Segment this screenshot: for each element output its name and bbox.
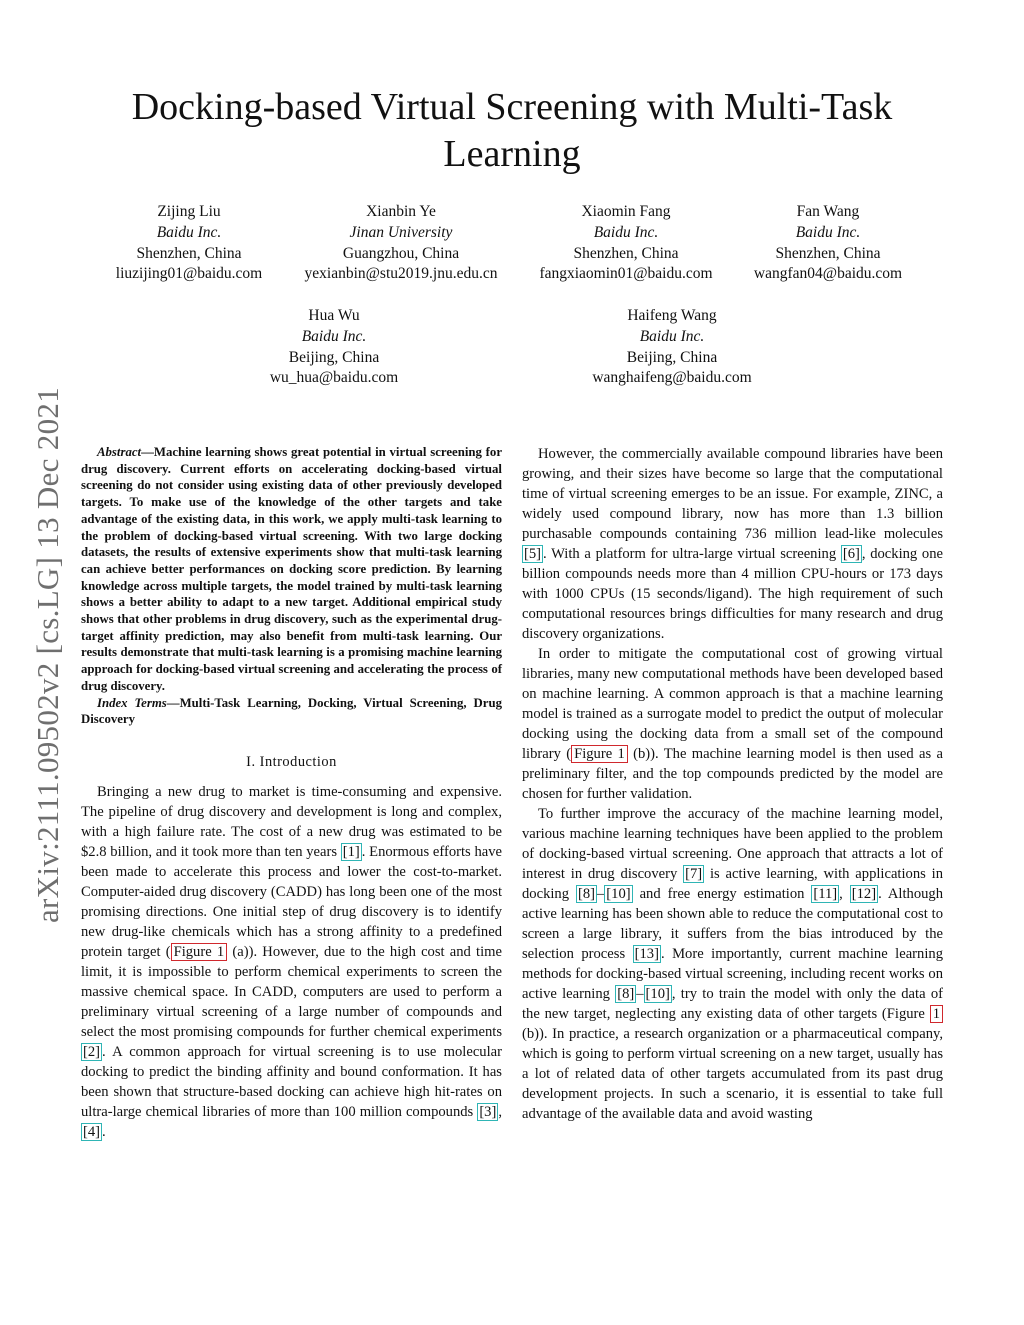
- right-paragraph-2: [522, 644, 943, 804]
- author-block-xianbin-ye: [305, 202, 498, 285]
- text-run: –: [597, 886, 605, 902]
- author-location: Beijing, China: [626, 348, 718, 366]
- author-email: wangfan04@baidu.com: [753, 265, 903, 283]
- text-run: . More importantly, current machine learning methods for docking-based virtual screening, including recent works on active learning: [522, 946, 943, 1002]
- author-block-xiaomin-fang: [539, 202, 712, 285]
- paper-title: Docking-based Virtual Screening with Multi-Task Learning: [131, 86, 893, 175]
- citation-link[interactable]: [6]: [842, 546, 860, 562]
- citation-link[interactable]: [13]: [634, 946, 659, 962]
- author-location: Beijing, China: [288, 348, 380, 366]
- citation-link[interactable]: [10]: [645, 986, 670, 1002]
- figure-link[interactable]: 1: [930, 1005, 943, 1023]
- author-name: Hua Wu: [308, 307, 360, 324]
- author-name: Haifeng Wang: [627, 307, 717, 324]
- author-affiliation: Baidu Inc.: [301, 327, 367, 345]
- text-run: and free energy estimation: [632, 886, 812, 902]
- citation-link[interactable]: [3]: [479, 1103, 497, 1120]
- author-location: Shenzhen, China: [573, 244, 679, 262]
- citation-link[interactable]: [8]: [617, 986, 635, 1002]
- author-email: fangxiaomin01@baidu.com: [539, 265, 713, 283]
- author-email: yexianbin@stu2019.jnu.edu.cn: [304, 265, 498, 283]
- author-name: Zijing Liu: [157, 203, 221, 220]
- right-paragraph-3: [522, 804, 943, 1124]
- author-email: wanghaifeng@baidu.com: [592, 369, 752, 387]
- citation-link[interactable]: [2]: [83, 1043, 101, 1060]
- figure-link[interactable]: Figure 1: [171, 943, 228, 961]
- text-run: . A common approach for virtual screening is to use molecular docking to predict the binding affinity and bound conformation. It has been shown that structure-based docking can achieve high hit-rates on ultra-large chemical libraries of more than 100 million compounds: [81, 1043, 502, 1120]
- author-name: Fan Wang: [796, 203, 860, 220]
- text-run: , try to train the model with only the data of the new target, neglecting any existing data of other targets (Figure: [522, 986, 943, 1022]
- author-block-haifeng-wang: [592, 306, 751, 389]
- right-column: [522, 444, 943, 1124]
- text-run: , docking one billion compounds needs more than 4 million CPU-hours or 173 days with 1000 CPUs (15 seconds/ligand). The high requirement of such computational resources brings difficulties for many research and drug discovery organizations.: [522, 546, 943, 642]
- citation-link[interactable]: [11]: [813, 886, 838, 902]
- text-run: (b)). In practice, a research organization or a pharmaceutical company, which is going to perform virtual screening on a new target, usually has a lot of related data of other targets accumulated from its past drug development projects. In such a scenario, it is essential to take full advantage of the available data and avoid wasting: [522, 1026, 943, 1122]
- author-block-fan-wang: [754, 202, 902, 285]
- index-terms-label: Index Terms: [97, 695, 167, 710]
- citation-link[interactable]: [7]: [685, 866, 703, 882]
- section-heading-introduction: I. Introduction: [246, 753, 337, 770]
- author-name: Xiaomin Fang: [581, 203, 671, 220]
- right-paragraph-1: [522, 444, 943, 644]
- text-run: . Although active learning has been shown able to reduce the computational cost to screen a large library, it suffers from the bias introduced by the selection process: [522, 886, 944, 962]
- author-location: Shenzhen, China: [136, 244, 242, 262]
- citation-link[interactable]: [8]: [577, 886, 595, 902]
- arxiv-identifier: arXiv:2111.09502v2 [cs.LG] 13 Dec 2021: [30, 387, 65, 923]
- text-run: .: [102, 1123, 106, 1140]
- author-affiliation: Baidu Inc.: [156, 223, 222, 241]
- text-run: is active learning, with applications in docking: [522, 866, 943, 902]
- citation-link[interactable]: [10]: [606, 886, 631, 902]
- author-email: liuzijing01@baidu.com: [115, 265, 263, 283]
- abstract: [81, 444, 502, 695]
- author-block-zijing-liu: [116, 202, 262, 285]
- author-block-hua-wu: [270, 306, 398, 389]
- abstract-label: Abstract: [97, 445, 142, 459]
- author-affiliation: Baidu Inc.: [593, 223, 659, 241]
- author-affiliation: Baidu Inc.: [795, 223, 861, 241]
- citation-link[interactable]: [1]: [342, 843, 360, 860]
- author-affiliation: Baidu Inc.: [639, 327, 705, 345]
- author-location: Shenzhen, China: [775, 244, 881, 262]
- index-terms: [81, 695, 502, 728]
- citation-link[interactable]: [5]: [524, 546, 542, 562]
- text-run: ,: [498, 1103, 502, 1120]
- author-name: Xianbin Ye: [366, 203, 436, 220]
- intro-paragraph-1: [81, 782, 502, 1142]
- text-run: –: [636, 986, 644, 1002]
- author-location: Guangzhou, China: [342, 244, 460, 262]
- text-run: (a)). However, due to the high cost and time limit, it is impossible to perform chemical experiments to screen the massive chemical space. In CADD, computers are used to perform a preliminary virtual screening of a large number of compounds and select the most promising compounds for further chemical experiments: [81, 943, 502, 1040]
- abstract-text: —Machine learning shows great potential in virtual screening for drug discovery. Current efforts on accelerating docking-based virtual screening do not consider using existing data of other previously developed targets. To make use of the knowledge of the other targets and take advantage of the existing data, in this work, we apply multi-task learning to the problem of docking-based virtual screening. With two large docking datasets, the results of extensive experiments show that multi-task learning can achieve better performances on docking score prediction. By learning knowledge across multiple targets, the model trained by multi-task learning shows a better ability to adapt to a new target. Additional empirical study shows that other problems in drug discovery, such as the experimental drug-target affinity prediction, may also benefit from multi-task learning. Our results demonstrate that multi-task learning is a promising machine learning approach for docking-based virtual screening and accelerating the process of drug discovery.: [81, 445, 502, 693]
- citation-link[interactable]: [12]: [851, 886, 877, 902]
- text-run: (b)). The machine learning model is then used as a preliminary filter, and the top compounds predicted by the model are chosen for further validation.: [522, 746, 943, 802]
- text-run: To further improve the accuracy of the machine learning model, various machine learning techniques have been applied to the problem of docking-based virtual screening. One approach that attracts a lot of interest in drug discovery: [522, 806, 943, 882]
- text-run: However, the commercially available compound libraries have been growing, and their sizes have become so large that the computational time of virtual screening emerges to be an issue. For example, ZINC, a widely used compound library, now has more than 1.3 billion purchasable compounds containing 736 million lead-like molecules: [522, 446, 943, 542]
- figure-link[interactable]: Figure 1: [571, 745, 628, 763]
- citation-link[interactable]: [4]: [83, 1123, 101, 1140]
- text-run: ,: [839, 886, 850, 902]
- text-run: Bringing a new drug to market is time-consuming and expensive. The pipeline of drug discovery and development is long and complex, with a high failure rate. The cost of a new drug was estimated to be $2.8 billion, and it took more than ten years: [81, 783, 502, 860]
- text-run: . With a platform for ultra-large virtual screening: [543, 546, 841, 562]
- author-email: wu_hua@baidu.com: [269, 369, 399, 387]
- index-terms-text: —Multi-Task Learning, Docking, Virtual Screening, Drug Discovery: [81, 695, 502, 727]
- text-run: In order to mitigate the computational cost of growing virtual libraries, many new computational methods have been developed based on machine learning. A common approach is that a machine learning model is trained as a surrogate model to predict the output of molecular docking using the docking data from a small set of the compound library (: [522, 646, 943, 762]
- author-affiliation: Jinan University: [349, 223, 453, 241]
- left-column: [81, 444, 502, 1142]
- text-run: . Enormous efforts have been made to accelerate this process and lower the cost-to-market. Computer-aided drug discovery (CADD) has long been one of the most promising directions. One initial step of drug discovery is to identify new drug-like chemicals which has a strong affinity to a predefined protein target (: [81, 843, 502, 960]
